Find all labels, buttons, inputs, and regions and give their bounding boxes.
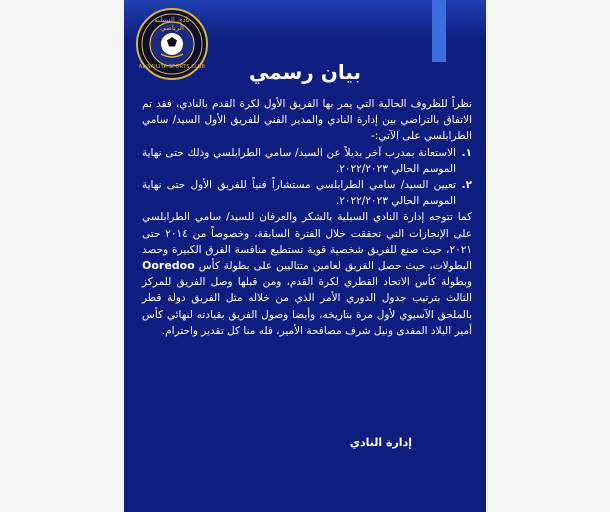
- list-item-text: تعيين السيد/ سامي الطرابلسي مستشاراً فنياً للفريق الأول حتى نهاية الموسم الحالي ٢٠٢٢/٢٠٢٣.: [142, 179, 456, 208]
- list-item: [142, 177, 472, 209]
- statement-body: [142, 96, 472, 339]
- sponsor-brand: Ooredoo: [142, 259, 195, 273]
- signature: إدارة النادي: [349, 436, 412, 449]
- thanks-paragraph: [142, 209, 472, 339]
- intro-paragraph: نظراً للظروف الحالية التي يمر بها الفريق الأول لكرة القدم بالنادي، فقد تم الاتفاق بالتراضي بين إدارة النادي والمدير الفني للفريق الأول السيد/ سامي الطرابلسي على الآتي:-: [142, 98, 472, 143]
- list-item-text: الاستعانة بمدرب آخر بديلاً عن السيد/ سامي الطرابلسي وذلك حتى نهاية الموسم الحالي ٢٠٢٢/٢٠٢٣.: [142, 146, 456, 175]
- list-item-number: ٢.: [461, 179, 472, 192]
- logo-arabic-text: نادي السيلية الرياضي: [154, 16, 190, 32]
- statement-document: [124, 0, 486, 512]
- list-item: [142, 145, 472, 177]
- logo-english-text: AL-SAILIYA SPORTS CLUB: [138, 64, 206, 70]
- thanks-text-part2: وبطولة كأس الاتحاد القطري لكرة القدم، ومن قبلها وصل الفريق للمركز الثالث بترتيب جدول الدوري الأمر الذي من خلاله مثل الفريق دولة قطر بالملحق الآسيوي لأول مرة بتاريخه، وأيضا وصول الفريق بقيادته لنهائي كأس أمير البلاد المفدى ونيل شرف مصافحة الأمير، فله منا كل تقدير واحترام.: [142, 276, 472, 337]
- story-frame: [124, 0, 486, 512]
- statement-title: بيان رسمي: [248, 60, 362, 84]
- list-item-number: ١.: [461, 146, 472, 159]
- thanks-text-part1: كما تتوجه إدارة النادي السيلية بالشكر والعرفان للسيد/ سامي الطرابلسي على الإنجازات التي تحققت خلال الفترة السابقة، وخصوصاً من ٢٠١٤ حتى ٢٠٢١، حيث صنع للفريق شخصية قوية تستطيع منافسة الفرق الكبيرة وحصد البطولات، حيث حصل الفريق لعامين متتاليين على بطولة كأس: [142, 211, 472, 273]
